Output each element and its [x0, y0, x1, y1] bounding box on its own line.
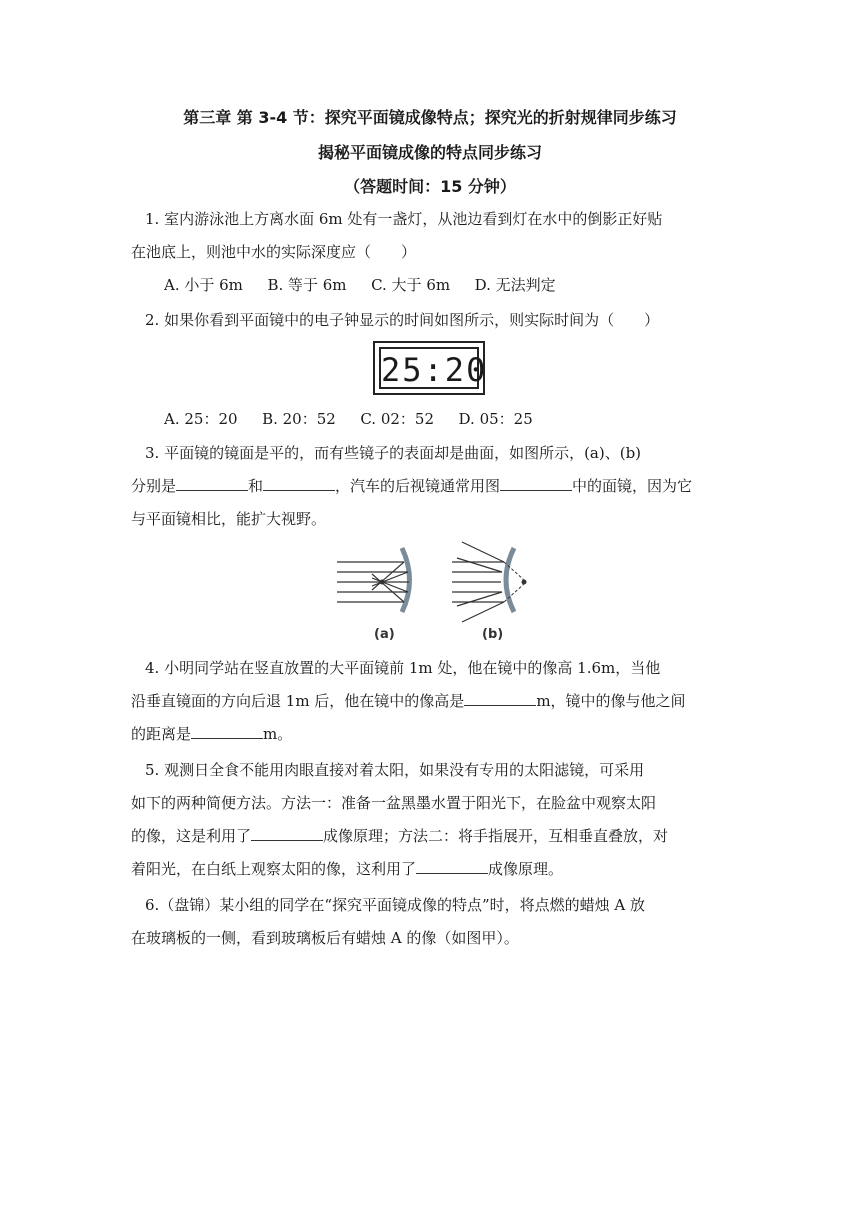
- mirror-clock-figure: [373, 341, 488, 395]
- question-3-text-a: 分别是: [131, 477, 177, 495]
- figure-label-a: (a): [374, 627, 395, 642]
- question-4-line-1: 4. 小明同学站在竖直放置的大平面镜前 1m 处，他在镜中的像高 1.6m，当他: [145, 659, 661, 677]
- concave-mirror-diagram: [337, 548, 410, 642]
- answer-blank[interactable]: [176, 476, 248, 491]
- question-3-text-b: 和: [248, 477, 264, 495]
- convex-mirror-diagram: [452, 542, 527, 642]
- question-2: [131, 304, 731, 337]
- question-4-text-d: m。: [263, 725, 293, 743]
- question-1-line-2: 在池底上，则池中水的实际深度应（ ）: [131, 243, 417, 261]
- question-3-line-3: 与平面镜相比，能扩大视野。: [131, 510, 327, 528]
- question-4-text-c: 的距离是: [131, 725, 192, 743]
- question-6: [131, 889, 731, 955]
- chapter-title: 第三章 第 3-4 节：探究平面镜成像特点；探究光的折射规律同步练习: [183, 108, 677, 127]
- clock-frame: [379, 347, 488, 389]
- time-note: （答题时间：15 分钟）: [344, 177, 516, 196]
- question-3-line-1: 3. 平面镜的镜面是平的，而有些镜子的表面却是曲面，如图所示，(a)、(b): [145, 444, 642, 462]
- question-1-line-1: 1. 室内游泳池上方离水面 6m 处有一盏灯，从池边看到灯在水中的倒影正好贴: [145, 210, 663, 228]
- answer-blank[interactable]: [416, 859, 488, 874]
- question-5-line-2: 如下的两种简便方法。方法一：准备一盆黑墨水置于阳光下，在脸盆中观察太阳: [131, 794, 657, 812]
- answer-blank[interactable]: [500, 476, 572, 491]
- question-1-options: A. 小于 6m B. 等于 6m C. 大于 6m D. 无法判定: [164, 276, 556, 294]
- question-4: [131, 652, 731, 751]
- question-6-line-1: 6.（盘锦）某小组的同学在“探究平面镜成像的特点”时，将点燃的蜡烛 A 放: [145, 896, 646, 914]
- question-2-line-1: 2. 如果你看到平面镜中的电子钟显示的时间如图所示，则实际时间为（ ）: [145, 311, 660, 329]
- question-3-text-c: ，汽车的后视镜通常用图: [335, 477, 501, 495]
- answer-blank[interactable]: [263, 476, 335, 491]
- answer-blank[interactable]: [191, 724, 263, 739]
- question-2-options: A. 25：20 B. 20：52 C. 02：52 D. 05：25: [164, 410, 533, 428]
- question-5: [131, 754, 731, 886]
- section-title: 揭秘平面镜成像的特点同步练习: [317, 143, 542, 162]
- question-3-text-d: 中的面镜，因为它: [572, 477, 693, 495]
- question-1: [131, 203, 731, 269]
- question-4-text-a: 沿垂直镜面的方向后退 1m 后，他在镜中的像高是: [131, 692, 465, 710]
- question-5-text-b: 成像原理；方法二：将手指展开，互相垂直叠放，对: [323, 827, 669, 845]
- curved-mirrors-figure: [332, 540, 532, 645]
- question-5-text-a: 的像，这是利用了: [131, 827, 252, 845]
- question-6-line-2: 在玻璃板的一侧，看到玻璃板后有蜡烛 A 的像（如图甲）。: [131, 929, 519, 947]
- question-3: [131, 437, 731, 536]
- clock-display: 25:20: [381, 351, 488, 389]
- question-4-text-b: m，镜中的像与他之间: [536, 692, 686, 710]
- question-5-text-c: 着阳光，在白纸上观察太阳的像，这利用了: [131, 860, 417, 878]
- question-5-line-1: 5. 观测日全食不能用肉眼直接对着太阳，如果没有专用的太阳滤镜，可采用: [145, 761, 645, 779]
- answer-blank[interactable]: [251, 826, 323, 841]
- figure-label-b: (b): [482, 627, 504, 642]
- answer-blank[interactable]: [464, 691, 536, 706]
- question-5-text-d: 成像原理。: [488, 860, 564, 878]
